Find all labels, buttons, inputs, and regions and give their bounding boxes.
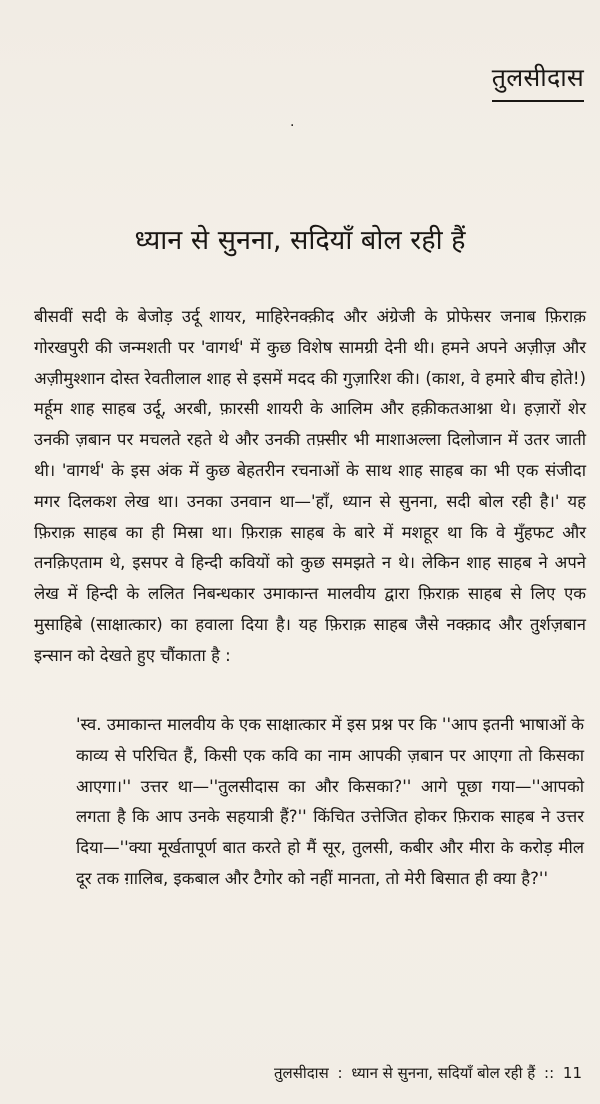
footer-page-separator: :: [544, 1064, 555, 1082]
block-quote [76, 710, 584, 895]
page-number: 11 [562, 1064, 582, 1082]
running-header-title: तुलसीदास [492, 62, 584, 102]
footer-separator: : [337, 1064, 343, 1082]
body-text [34, 302, 586, 672]
footer-book-title: तुलसीदास [273, 1064, 329, 1082]
body-paragraph: बीसवीं सदी के बेजोड़ उर्दू शायर, माहिरेनक्क़ीद और अंग्रेजी के प्रोफेसर जनाब फ़िराक़ गोरखपुरी की जन्मशती पर 'वागर्थ' में कुछ विशेष सामग्री देनी थी। हमने अपने अज़ीज़ और अज़ीमुश्शान दोस्त रेवतीलाल शाह से इसमें मदद की गुज़ारिश की। (काश, वे हमारे बीच होते!) मर्हूम शाह साहब उर्दू, अरबी, फ़ारसी शायरी के आलिम और हक़ीकतआश्ना थे। हज़ारों शेर उनकी ज़बान पर मचलते रहते थे और उनकी तफ़्सीर भी माशाअल्ला दिलोजान में उतर जाती थी। 'वागर्थ' के इस अंक में कुछ बेहतरीन रचनाओं के साथ शाह साहब का भी एक संजीदा मगर दिलकश लेख था। उनका उनवान था—'हाँ, ध्यान से सुनना, सदी बोल रही है।' यह फ़िराक़ साहब का ही मिस्रा था। फ़िराक़ साहब के बारे में मशहूर था कि वे मुँहफट और तनक़िएताम थे, इसपर वे हिन्दी कवियों को कुछ समझते न थे। लेकिन शाह साहब ने अपने लेख में हिन्दी के ललित निबन्धकार उमाकान्त मालवीय द्वारा फ़िराक़ साहब से लिए एक मुसाहिबे (साक्षात्कार) का हवाला दिया है। यह फ़िराक़ साहब जैसे नक्क़ाद और तुर्शज़बान इन्सान को देखते हुए चौंकाता है : [34, 307, 586, 665]
quote-paragraph: 'स्व. उमाकान्त मालवीय के एक साक्षात्कार में इस प्रश्न पर कि ''आप इतनी भाषाओं के काव्य से परिचित हैं, किसी एक कवि का नाम आपकी ज़बान पर आएगा तो किसका आएगा।'' उत्तर था—''तुलसीदास का और किसका?'' आगे पूछा गया—''आपको लगता है कि आप उनके सहयात्री हैं?'' किंचित उत्तेजित होकर फ़िराक साहब ने उत्तर दिया—''क्या मूर्खतापूर्ण बात करते हो मैं सूर, तुलसी, कबीर और मीरा के करोड़ मील दूर तक ग़ालिब, इकबाल और टैगोर को नहीं मानता, तो मेरी बिसात ही क्या है?'' [76, 715, 584, 888]
footer-chapter-title: ध्यान से सुनना, सदियाँ बोल रही हैं [351, 1064, 536, 1082]
chapter-title: ध्यान से सुनना, सदियाँ बोल रही हैं [134, 225, 466, 256]
page-footer [274, 1062, 582, 1084]
decorative-dot: · [290, 118, 295, 134]
